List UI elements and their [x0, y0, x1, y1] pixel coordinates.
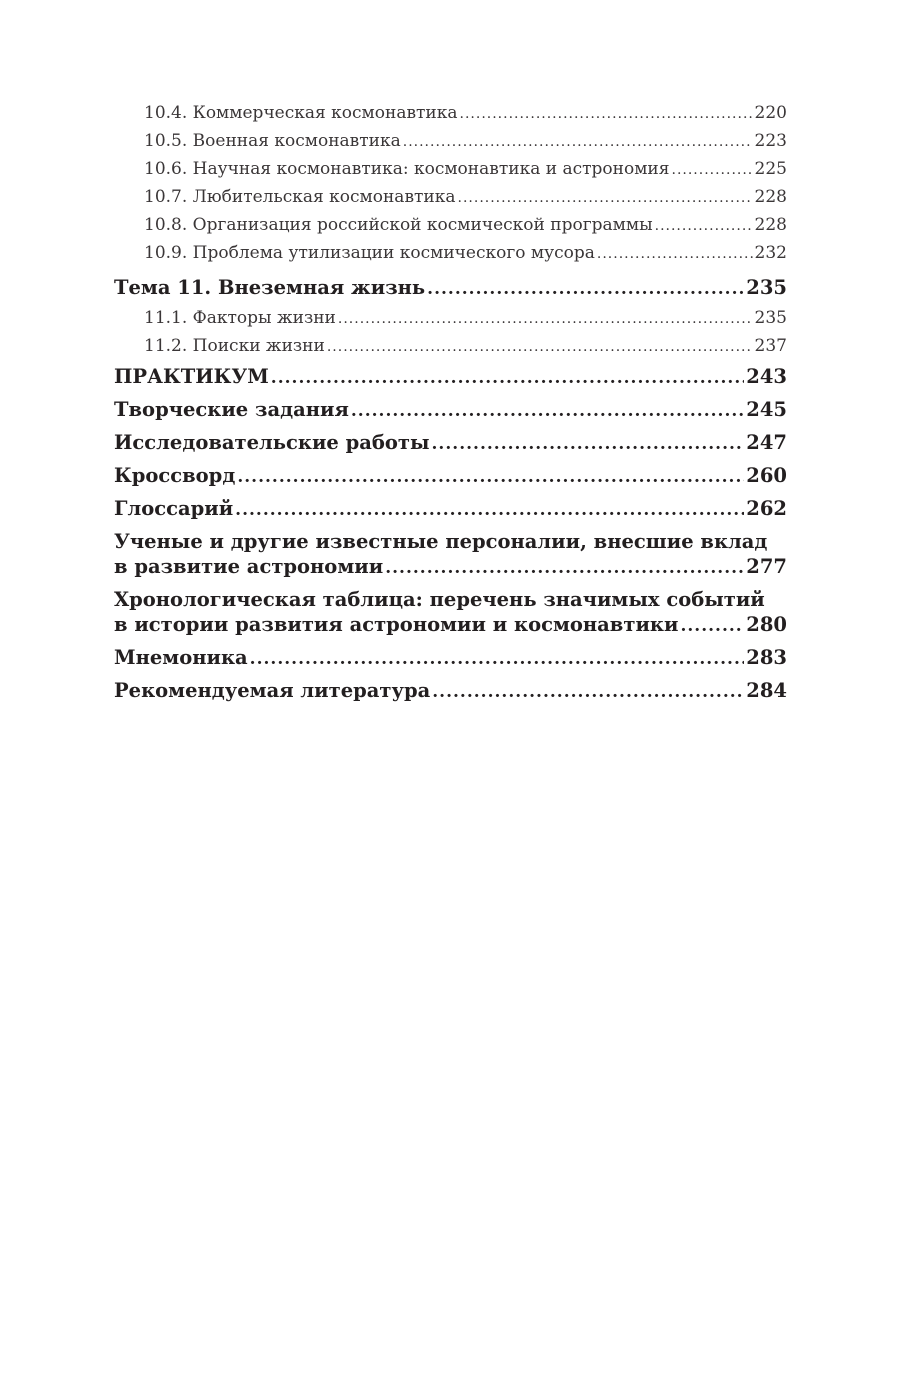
toc-entry-glossary — [114, 493, 787, 526]
toc-entry-practicum — [114, 361, 787, 394]
toc-entry-page: 237 — [754, 336, 787, 356]
dot-leader — [271, 363, 745, 394]
toc-entry-page: 245 — [746, 398, 787, 421]
dot-leader — [403, 129, 753, 156]
toc-entry-title-line1: Хронологическая таблица: перечень значимых событий — [114, 588, 765, 611]
toc-entry-10-8 — [114, 212, 787, 240]
toc-entry-page: 247 — [746, 431, 787, 454]
dot-leader — [250, 644, 745, 675]
toc-entry-title-line2: в развитие астрономии — [114, 555, 384, 578]
toc-entry-10-7 — [114, 184, 787, 212]
toc-entry-research-works — [114, 427, 787, 460]
toc-entry-crossword — [114, 460, 787, 493]
toc-entry-11-1 — [114, 305, 787, 333]
toc-entry-page: 225 — [754, 159, 787, 179]
toc-entry-mnemonics — [114, 642, 787, 675]
dot-leader — [672, 157, 753, 184]
dot-leader — [351, 396, 744, 427]
toc-entry-page: 228 — [754, 215, 787, 235]
dot-leader — [597, 241, 753, 268]
toc-entry-page: 260 — [746, 464, 787, 487]
toc-entry-title: 11.2. Поиски жизни — [144, 336, 325, 356]
toc-entry-10-6 — [114, 156, 787, 184]
toc-entry-page: 235 — [746, 276, 787, 299]
toc-entry-title-line1: Ученые и другие известные персоналии, внесшие вклад — [114, 530, 768, 553]
toc-entry-title: 11.1. Факторы жизни — [144, 308, 336, 328]
toc-entry-10-9 — [114, 240, 787, 268]
toc-entry-page: 220 — [754, 103, 787, 123]
toc-entry-page: 284 — [746, 679, 787, 702]
toc-entry-title: ПРАКТИКУМ — [114, 365, 269, 388]
toc-entry-page: 223 — [754, 131, 787, 151]
toc-entry-recommended-literature — [114, 675, 787, 708]
dot-leader — [432, 677, 744, 708]
toc-entry-title-line2: в истории развития астрономии и космонавтики — [114, 613, 679, 636]
dot-leader — [680, 614, 744, 639]
toc-entry-page: 243 — [746, 365, 787, 388]
dot-leader — [327, 334, 753, 361]
toc-entry-title: 10.4. Коммерческая космонавтика — [144, 103, 458, 123]
toc-entry-page: 262 — [746, 497, 787, 520]
toc-entry-10-4 — [114, 100, 787, 128]
dot-leader — [338, 306, 753, 333]
toc-entry-title: Творческие задания — [114, 398, 349, 421]
toc-entry-page: 235 — [754, 308, 787, 328]
toc-entry-title: Тема 11. Внеземная жизнь — [114, 276, 426, 299]
dot-leader — [235, 495, 744, 526]
toc-entry-page: 280 — [746, 613, 787, 636]
toc-entry-title: Рекомендуемая литература — [114, 679, 431, 702]
dot-leader — [385, 556, 744, 581]
toc-entry-title: Мнемоника — [114, 646, 248, 669]
toc-entry-topic-11 — [114, 272, 787, 305]
toc-entry-page: 232 — [754, 243, 787, 263]
toc-entry-creative-tasks — [114, 394, 787, 427]
toc-entry-page: 283 — [746, 646, 787, 669]
toc-entry-title: Кроссворд — [114, 464, 236, 487]
dot-leader — [458, 185, 753, 212]
toc-entry-title: 10.8. Организация российской космической программы — [144, 215, 653, 235]
toc-entry-10-5 — [114, 128, 787, 156]
toc-entry-page: 228 — [754, 187, 787, 207]
table-of-contents — [114, 100, 787, 708]
dot-leader — [427, 274, 744, 305]
toc-entry-title: 10.7. Любительская космонавтика — [144, 187, 456, 207]
toc-entry-title: 10.9. Проблема утилизации космического мусора — [144, 243, 595, 263]
dot-leader — [237, 462, 744, 493]
dot-leader — [655, 213, 753, 240]
toc-entry-title: Глоссарий — [114, 497, 234, 520]
dot-leader — [460, 101, 753, 128]
toc-entry-scientists — [114, 526, 787, 584]
toc-entry-title: 10.6. Научная космонавтика: космонавтика и астрономия — [144, 159, 670, 179]
toc-entry-title: Исследовательские работы — [114, 431, 430, 454]
toc-entry-11-2 — [114, 333, 787, 361]
toc-entry-chronology — [114, 584, 787, 642]
toc-entry-page: 277 — [746, 555, 787, 578]
dot-leader — [432, 429, 745, 460]
toc-entry-title: 10.5. Военная космонавтика — [144, 131, 401, 151]
